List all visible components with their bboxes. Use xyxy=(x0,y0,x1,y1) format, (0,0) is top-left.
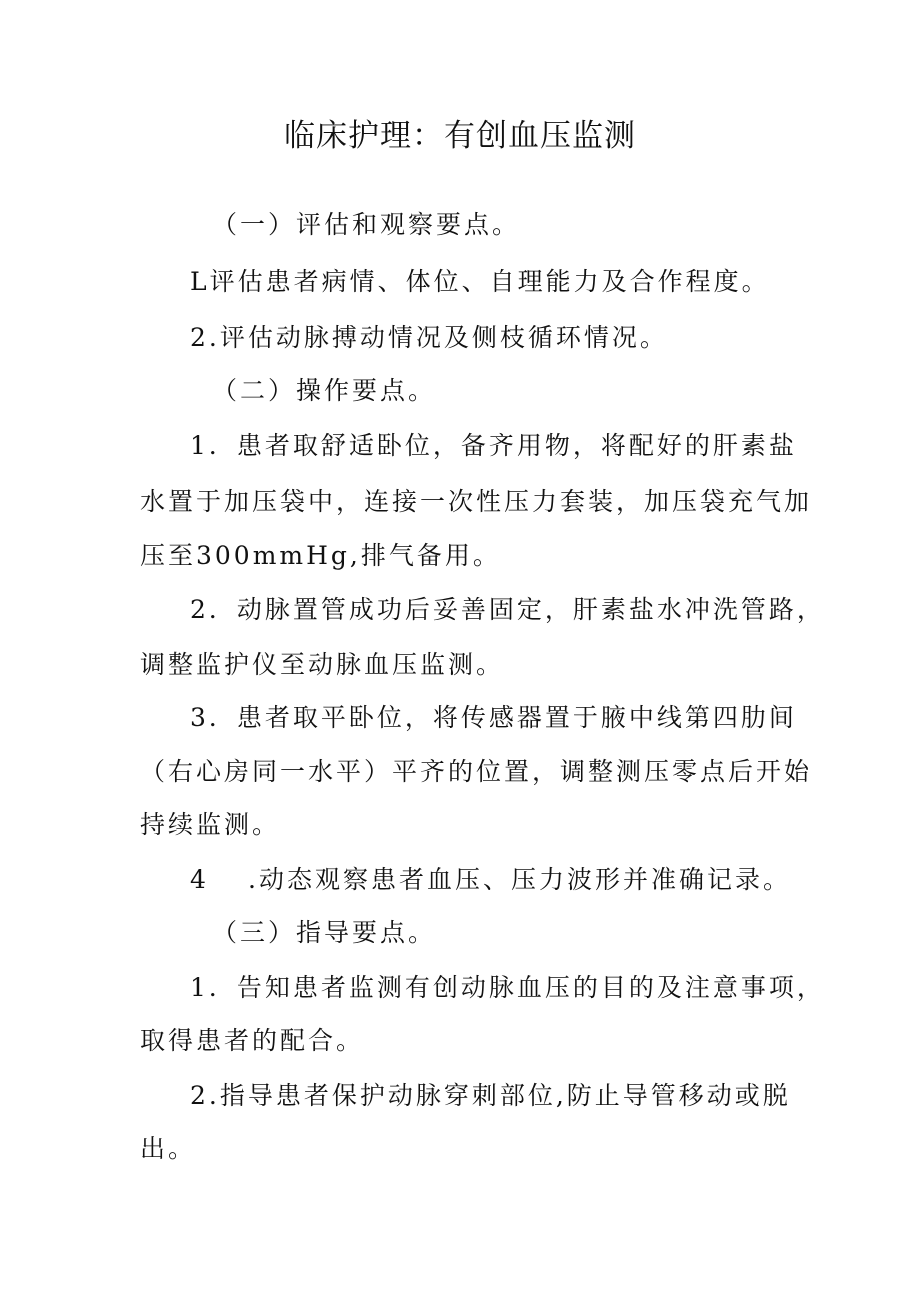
item-text: .动态观察患者血压、压力波形并准确记录。 xyxy=(248,865,791,894)
paragraph-line: 水置于加压袋中，连接一次性压力套装，加压袋充气加 xyxy=(140,487,813,516)
paragraph-line: 出。 xyxy=(140,1134,197,1163)
item-number: 4 xyxy=(190,865,209,894)
paragraph-line: 取得患者的配合。 xyxy=(140,1026,365,1055)
paragraph-line: （右心房同一水平）平齐的位置，调整测压零点后开始 xyxy=(140,757,813,786)
paragraph-line xyxy=(190,860,791,900)
section-heading-operation: （二）操作要点。 xyxy=(212,376,437,405)
paragraph-line: 1．患者取舒适卧位，备齐用物，将配好的肝素盐 xyxy=(190,431,797,460)
paragraph-line: 2．动脉置管成功后妥善固定，肝素盐水冲洗管路， xyxy=(190,595,825,624)
paragraph-line: 2.评估动脉搏动情况及侧枝循环情况。 xyxy=(190,323,668,352)
section-heading-assessment: （一）评估和观察要点。 xyxy=(212,210,521,239)
paragraph-line: L评估患者病情、体位、自理能力及合作程度。 xyxy=(190,267,770,296)
paragraph-line: 3．患者取平卧位，将传感器置于腋中线第四肋间 xyxy=(190,703,797,732)
paragraph-line: 2.指导患者保护动脉穿刺部位,防止导管移动或脱 xyxy=(190,1081,791,1110)
paragraph-line: 持续监测。 xyxy=(140,810,281,839)
paragraph-line: 压至300mmHg,排气备用。 xyxy=(140,541,501,570)
paragraph-line: 1．告知患者监测有创动脉血压的目的及注意事项， xyxy=(190,973,825,1002)
document-title: 临床护理：有创血压监测 xyxy=(284,118,636,154)
paragraph-line: 调整监护仪至动脉血压监测。 xyxy=(140,650,505,679)
section-heading-guidance: （三）指导要点。 xyxy=(212,918,437,947)
